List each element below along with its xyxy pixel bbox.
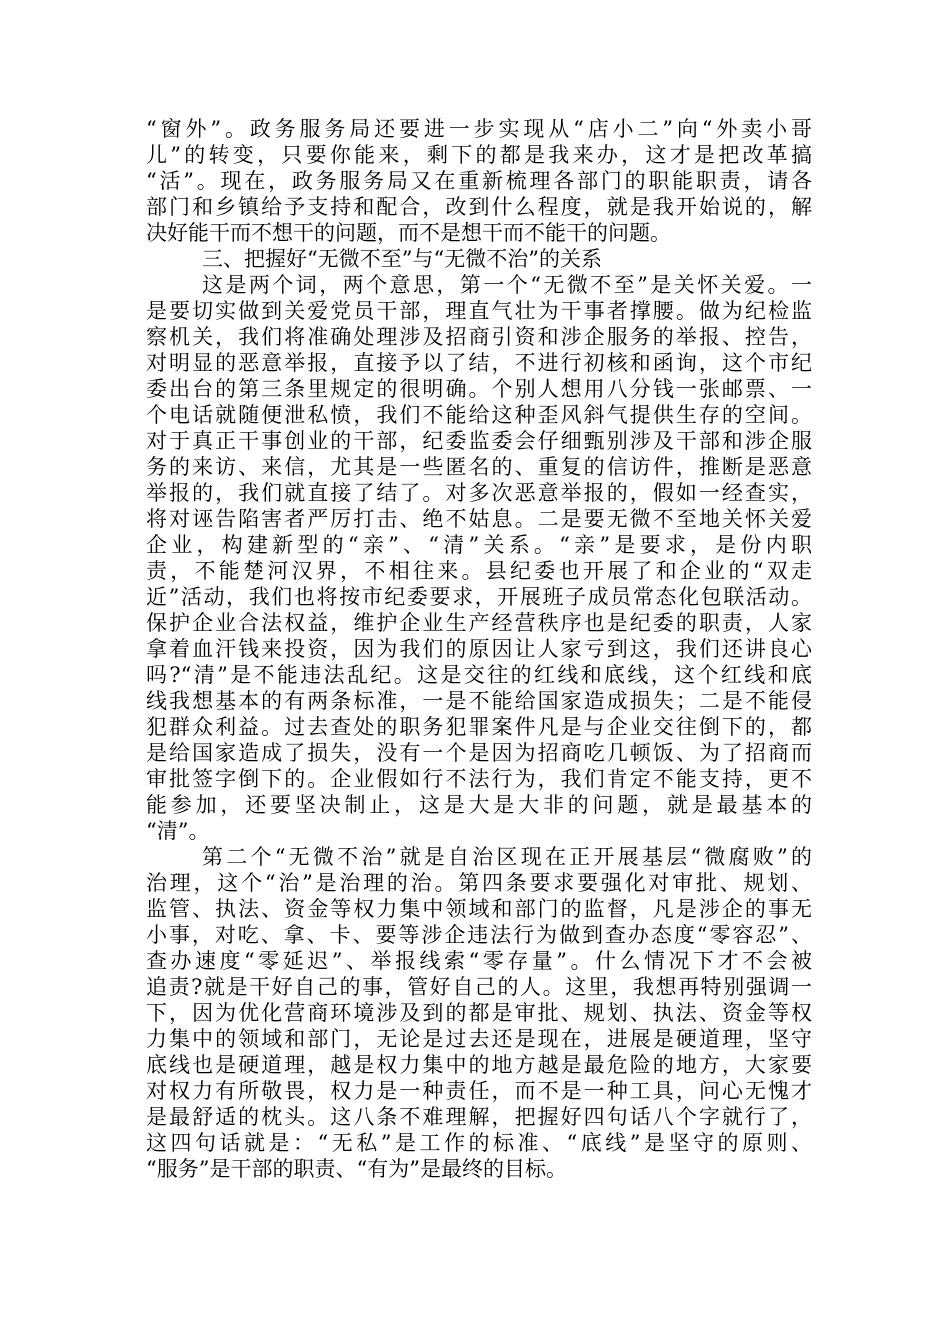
text-line: 对明显的恶意举报，直接予以了结，不进行初核和函询，这个市纪	[146, 351, 812, 375]
text-line: 能参加，还要坚决制止，这是大是大非的问题，就是最基本的	[146, 793, 812, 817]
text-line: 决好能干而不想干的问题，而不是想干而不能干的问题。	[146, 221, 671, 245]
paragraph-governance	[146, 844, 812, 1182]
text-line: 委出台的第三条里规定的很明确。个别人想用八分钱一张邮票、一	[146, 377, 812, 401]
text-line: 线我想基本的有两条标准，一是不能给国家造成损失；二是不能侵	[146, 689, 812, 713]
text-line: 追责?就是干好自己的事，管好自己的人。这里，我想再特别强调一	[146, 975, 812, 999]
text-line: 吗?“清”是不能违法乱纪。这是交往的红线和底线，这个红线和底	[146, 663, 812, 687]
text-line: 察机关，我们将准确处理涉及招商引资和涉企服务的举报、控告，	[146, 325, 812, 349]
text-line: 近”活动，我们也将按市纪委要求，开展班子成员常态化包联活动。	[146, 585, 812, 609]
text-line: 举报的，我们就直接了结了。对多次恶意举报的，假如一经查实，	[146, 481, 812, 505]
text-line: “清”。	[146, 819, 210, 843]
text-line: 保护企业合法权益，维护企业生产经营秩序也是纪委的职责，人家	[146, 611, 812, 635]
text-line: 监管、执法、资金等权力集中领域和部门的监督，凡是涉企的事无	[146, 897, 812, 921]
text-line: 小事，对吃、拿、卡、要等涉企违法行为做到查办态度“零容忍”、	[146, 923, 812, 947]
text-line: 务的来访、来信，尤其是一些匿名的、重复的信访件，推断是恶意	[146, 455, 812, 479]
paragraph-continued	[146, 116, 812, 246]
text-line: 对权力有所敬畏，权力是一种责任，而不是一种工具，问心无愧才	[146, 1079, 812, 1103]
text-line: 底线也是硬道理，越是权力集中的地方越是最危险的地方，大家要	[146, 1053, 812, 1077]
text-line: 责，不能楚河汉界，不相往来。县纪委也开展了和企业的“双走	[146, 559, 812, 583]
text-line: 查办速度“零延迟”、举报线索“零存量”。什么情况下才不会被	[146, 949, 812, 973]
text-line: 拿着血汗钱来投资，因为我们的原因让人家亏到这，我们还讲良心	[146, 637, 812, 661]
text-line: 力集中的领域和部门，无论是过去还是现在，进展是硬道理，坚守	[146, 1027, 812, 1051]
paragraph-care	[146, 272, 812, 844]
text-line: “窗外”。政务服务局还要进一步实现从“店小二”向“外卖小哥	[146, 117, 812, 141]
text-line: 下，因为优化营商环境涉及到的都是审批、规划、执法、资金等权	[146, 1001, 812, 1025]
text-line: 对于真正干事创业的干部，纪委监委会仔细甄别涉及干部和涉企服	[146, 429, 812, 453]
text-line: 犯群众利益。过去查处的职务犯罪案件凡是与企业交往倒下的，都	[146, 715, 812, 739]
text-line: 治理，这个“治”是治理的治。第四条要求要强化对审批、规划、	[146, 871, 812, 895]
text-line: 是最舒适的枕头。这八条不难理解，把握好四句话八个字就行了，	[146, 1105, 812, 1129]
text-line: 这是两个词，两个意思，第一个“无微不至”是关怀关爱。一	[202, 273, 812, 297]
text-line: 审批签字倒下的。企业假如行不法行为，我们肯定不能支持，更不	[146, 767, 812, 791]
text-line: 将对诬告陷害者严厉打击、绝不姑息。二是要无微不至地关怀关爱	[146, 507, 812, 531]
text-line: 这四句话就是：“无私”是工作的标准、“底线”是坚守的原则、	[146, 1131, 812, 1155]
text-line: 个电话就随便泄私愤，我们不能给这种歪风斜气提供生存的空间。	[146, 403, 812, 427]
text-line: 儿”的转变，只要你能来，剩下的都是我来办，这才是把改革搞	[146, 143, 812, 167]
text-line: “服务”是干部的职责、“有为”是最终的目标。	[146, 1157, 567, 1181]
text-line: 第二个“无微不治”就是自治区现在正开展基层“微腐败”的	[202, 845, 812, 869]
text-line: 部门和乡镇给予支持和配合，改到什么程度，就是我开始说的，解	[146, 195, 812, 219]
text-line: 是要切实做到关爱党员干部，理直气壮为干事者撑腰。做为纪检监	[146, 299, 812, 323]
text-line: 企业，构建新型的“亲”、“清”关系。“亲”是要求，是份内职	[146, 533, 812, 557]
text-line: 是给国家造成了损失，没有一个是因为招商吃几顿饭、为了招商而	[146, 741, 812, 765]
document-page	[146, 116, 812, 1182]
section-heading: 三、把握好“无微不至”与“无微不治”的关系	[202, 247, 602, 271]
text-line: “活”。现在，政务服务局又在重新梳理各部门的职能职责，请各	[146, 169, 812, 193]
